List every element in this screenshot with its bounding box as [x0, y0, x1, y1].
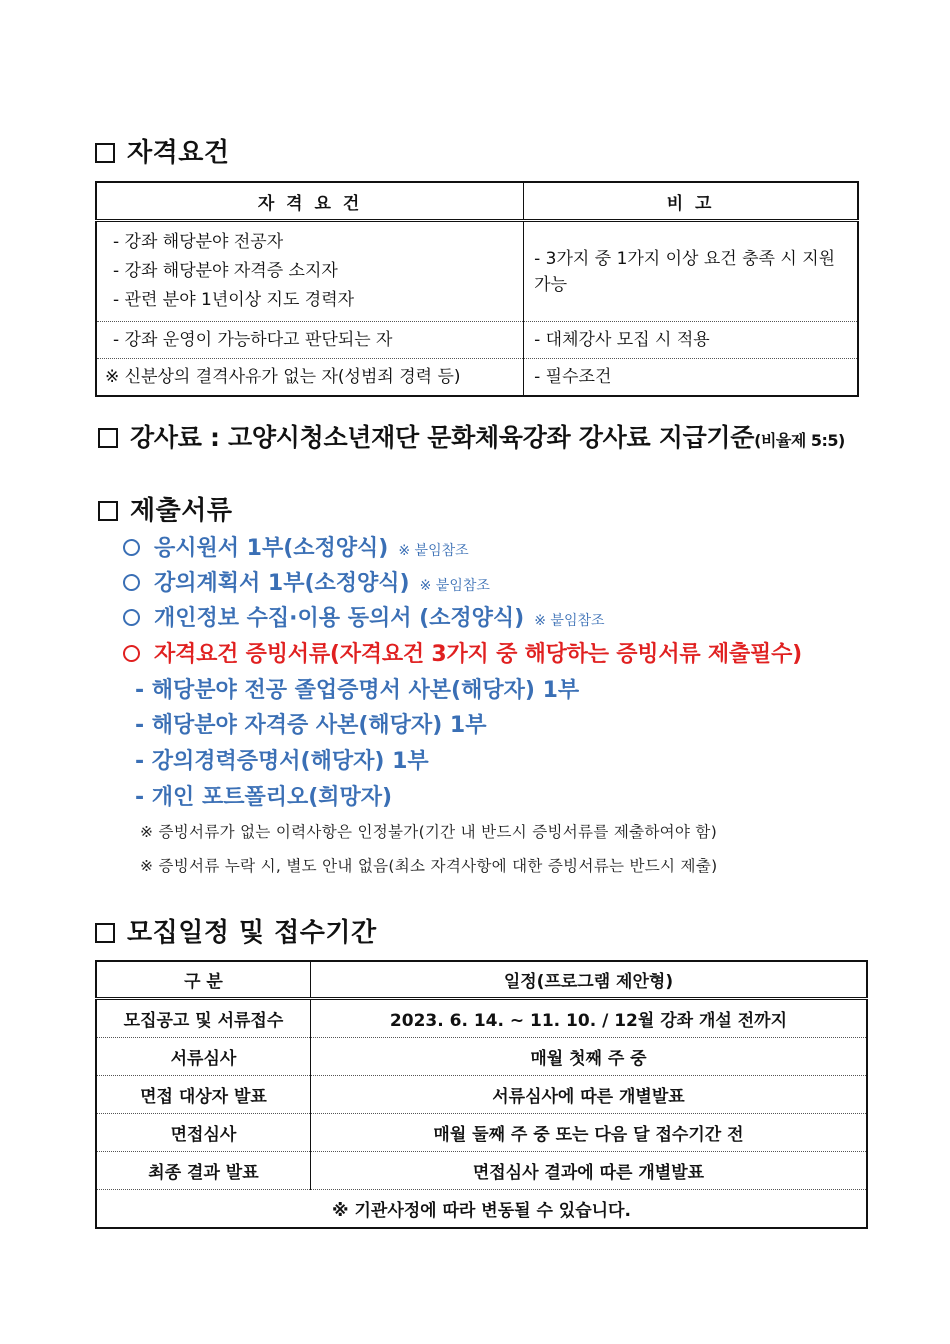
schedule-category: 면접심사 [96, 1114, 310, 1152]
table-row [96, 322, 858, 359]
document-item: 응시원서 1부(소정양식) ※ 붙임참조 [123, 531, 469, 562]
checkbox-icon [95, 143, 115, 163]
schedule-category: 최종 결과 발표 [96, 1152, 310, 1190]
schedule-header-category: 구 분 [96, 961, 310, 999]
document-subitem: - 개인 포트폴리오(희망자) [135, 785, 393, 810]
fee-note: (비율제 5:5) [754, 431, 845, 450]
table-row [96, 359, 858, 397]
circle-icon [123, 574, 140, 591]
checkbox-icon [98, 428, 118, 448]
document-subitem: - 해당분야 자격증 사본(해당자) 1부 [135, 713, 487, 738]
fee-title: 강사료 : 고양시청소년재단 문화체육강좌 강사료 지급기준(비율제 5:5) [98, 418, 845, 454]
schedule-category: 면접 대상자 발표 [96, 1076, 310, 1114]
table-row [96, 1190, 867, 1229]
qual-note: - 필수조건 [534, 367, 612, 387]
circle-icon [123, 539, 140, 556]
circle-icon [123, 645, 140, 662]
document-item: 강의계획서 1부(소정양식) ※ 붙임참조 [123, 566, 490, 597]
documents-title: 제출서류 [98, 490, 232, 527]
table-row [96, 999, 867, 1038]
schedule-value: 면접심사 결과에 따른 개별발표 [310, 1152, 867, 1190]
qual-item: - 강좌 해당분야 전공자 [113, 232, 284, 252]
qual-note: - 대체강사 모집 시 적용 [524, 322, 858, 359]
schedule-value: 매월 첫째 주 중 [310, 1038, 867, 1076]
schedule-header-schedule: 일정(프로그램 제안형) [310, 961, 867, 999]
table-row [96, 1114, 867, 1152]
table-row [96, 1152, 867, 1190]
document-item: 개인정보 수집·이용 동의서 (소정양식) ※ 붙임참조 [123, 601, 605, 632]
document-subitem: - 해당분야 전공 졸업증명서 사본(해당자) 1부 [135, 678, 580, 703]
qual-header-requirements: 자 격 요 건 [96, 182, 524, 221]
circle-icon [123, 609, 140, 626]
schedule-title: 모집일정 및 접수기간 [95, 912, 377, 949]
qual-item: - 강좌 해당분야 자격증 소지자 [113, 261, 338, 281]
qual-header-remarks: 비 고 [524, 182, 858, 221]
qual-cell: ※ 신분상의 결격사유가 없는 자(성범죄 경력 등) [96, 359, 524, 397]
table-row [96, 221, 858, 322]
schedule-footer-note: ※ 기관사정에 따라 변동될 수 있습니다. [332, 1201, 631, 1221]
document-note: ※ 증빙서류 누락 시, 별도 안내 없음(최소 자격사항에 대한 증빙서류는 반드시 제출) [140, 857, 718, 875]
document-required-item: 자격요건 증빙서류(자격요건 3가지 중 해당하는 증빙서류 제출필수) [123, 637, 802, 668]
checkbox-icon [95, 923, 115, 943]
schedule-table [95, 960, 868, 1229]
qual-note: - 3가지 중 1가지 이상 요건 충족 시 지원 가능 [524, 221, 858, 322]
schedule-value: 서류심사에 따른 개별발표 [310, 1076, 867, 1114]
table-row [96, 1038, 867, 1076]
schedule-value: 2023. 6. 14. ~ 11. 10. / 12월 강좌 개설 전까지 [310, 999, 867, 1038]
document-subitem: - 강의경력증명서(해당자) 1부 [135, 749, 429, 774]
checkbox-icon [98, 501, 118, 521]
schedule-category: 모집공고 및 서류접수 [96, 999, 310, 1038]
qualifications-title: 자격요건 [95, 132, 229, 169]
document-note: ※ 증빙서류가 없는 이력사항은 인정불가(기간 내 반드시 증빙서류를 제출하여야 함) [140, 823, 718, 841]
table-row [96, 1076, 867, 1114]
qualifications-table [95, 181, 859, 397]
schedule-value: 매월 둘째 주 중 또는 다음 달 접수기간 전 [310, 1114, 867, 1152]
qual-cell: - 강좌 운영이 가능하다고 판단되는 자 [96, 322, 524, 359]
schedule-category: 서류심사 [96, 1038, 310, 1076]
qual-item: - 관련 분야 1년이상 지도 경력자 [113, 290, 355, 310]
qual-cell [96, 221, 524, 322]
